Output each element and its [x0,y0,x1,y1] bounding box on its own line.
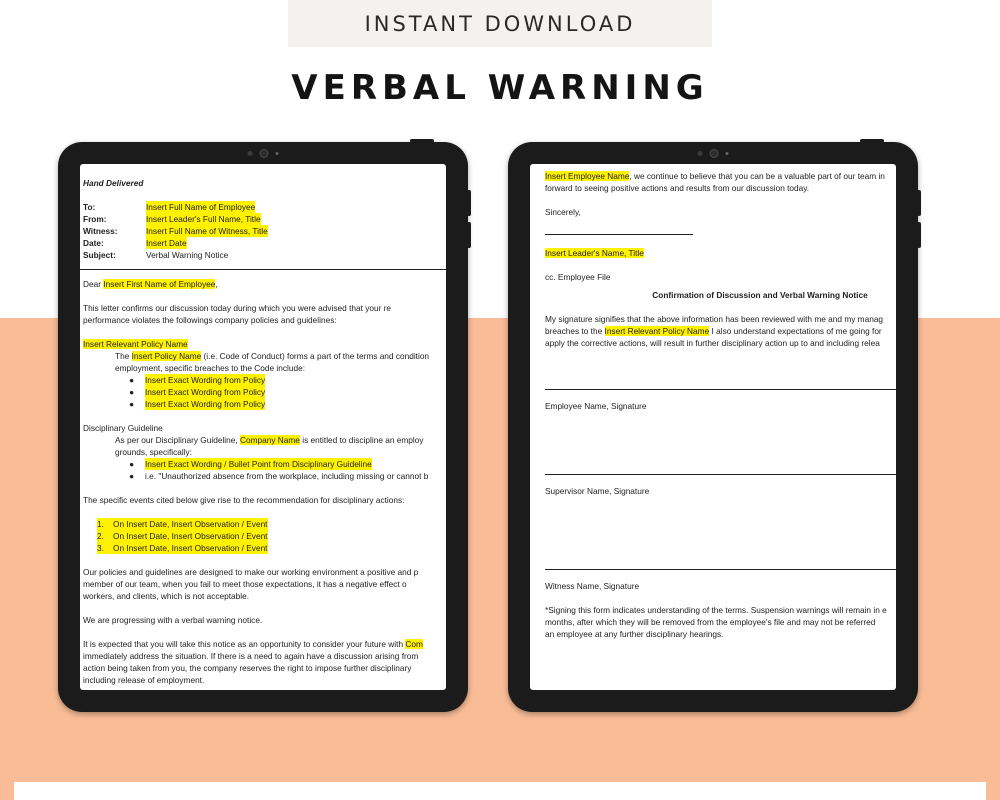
progressing-line: We are progressing with a verbal warning notice. [83,615,263,625]
hand-delivered-label: Hand Delivered [83,178,144,188]
list-item: 3. On Insert Date, Insert Observation / Event [97,543,268,553]
disciplinary-heading: Disciplinary Guideline [83,423,163,433]
tablet-screen-left [80,164,446,690]
intro-line: This letter confirms our discussion today during which you were advised that your re [83,303,392,313]
list-item: 1. On Insert Date, Insert Observation / Event [97,519,268,529]
events-intro: The specific events cited below give rise to the recommendation for disciplinary actions: [83,495,405,505]
list-item: ● Insert Exact Wording / Bullet Point from Disciplinary Guideline [129,459,372,469]
header-row-date: Date: Insert Date [83,238,187,248]
badge-text: INSTANT DOWNLOAD [364,11,636,36]
header-row-to: To: Insert Full Name of Employee [83,202,256,212]
tablet-side-button [467,222,471,248]
warning-letter-page [83,177,446,686]
closing-line: forward to seeing positive actions and results from our discussion today. [545,183,810,193]
employee-signature-field: Employee Name, Signature [545,389,896,412]
confirmation-heading: Confirmation of Discussion and Verbal Warning Notice [652,290,868,300]
divider [80,269,446,270]
salutation: Dear Insert First Name of Employee, [83,279,218,289]
list-item: ● Insert Exact Wording from Policy [129,387,266,397]
list-item: ● i.e. "Unauthorized absence from the workplace, including missing or cannot b [129,471,429,481]
expected-line: immediately address the situation. If there is a need to again have a discussion arising from [83,651,419,661]
header-row-subject: Subject: Verbal Warning Notice [83,250,229,260]
list-item: ● Insert Exact Wording from Policy [129,399,266,409]
header-row-witness: Witness: Insert Full Name of Witness, Title [83,226,268,236]
policies-line: workers, and clients, which is not acceptable. [83,591,250,601]
signature-statement: My signature signifies that the above information has been reviewed with me and my manag [545,314,884,324]
policies-line: Our policies and guidelines are designed to make our working environment a positive and p [83,567,419,577]
policies-line: member of our team, when you fail to meet those expectations, it has a negative effect o [83,579,407,589]
cc-line: cc. Employee File [545,272,611,282]
sincerely: Sincerely, [545,207,581,217]
bottom-strip [14,782,986,800]
tablet-side-button [917,222,921,248]
tablet-left [58,142,468,712]
policy-line: employment, specific breaches to the Code include: [115,363,306,373]
disciplinary-line: grounds, specifically: [115,447,193,457]
tablet-right [508,142,918,712]
supervisor-signature-field: Supervisor Name, Signature [545,474,896,497]
policy-heading: Insert Relevant Policy Name [83,339,188,349]
list-item: ● Insert Exact Wording from Policy [129,375,266,385]
tablet-top-button [860,139,884,143]
tablet-side-button [917,190,921,216]
tablet-side-button [467,190,471,216]
expected-line: action being taken from you, the company reserves the right to impose further disciplinary [83,663,412,673]
signature-statement: apply the corrective actions, will result in further disciplinary action up to and including relea [545,338,880,348]
disciplinary-line: As per our Disciplinary Guideline, Company Name is entitled to discipline an employ [115,435,424,445]
instant-download-badge [288,0,712,47]
footnote-line: an employee at any further disciplinary hearings. [545,629,724,639]
policy-line: The Insert Policy Name (i.e. Code of Conduct) forms a part of the terms and condition [115,351,430,361]
tablet-top-button [410,139,434,143]
page-title: VERBAL WARNING [291,68,709,108]
camera-icon [698,149,729,158]
intro-line: performance violates the followings company policies and guidelines: [83,315,337,325]
leader-name: Insert Leader's Name, Title [545,248,644,258]
expected-line: It is expected that you will take this notice as an opportunity to consider your future with Com [83,639,423,649]
footnote-line: *Signing this form indicates understanding of the terms. Suspension warnings will remain in e [545,605,887,615]
signature-statement: breaches to the Insert Relevant Policy Name I also understand expectations of me going for [545,326,882,336]
expected-line: including release of employment. [83,675,205,685]
tablet-screen-right [530,164,896,690]
footnote-line: months, after which they will be removed from the employee's file and may not be referred [545,617,876,627]
closing-line: Insert Employee Name, we continue to believe that you can be a valuable part of our team in [545,171,885,181]
header-row-from: From: Insert Leader's Full Name, Title [83,214,261,224]
confirmation-page [545,170,896,640]
list-item: 2. On Insert Date, Insert Observation / Event [97,531,268,541]
witness-signature-field: Witness Name, Signature [545,569,896,592]
camera-icon [248,149,279,158]
